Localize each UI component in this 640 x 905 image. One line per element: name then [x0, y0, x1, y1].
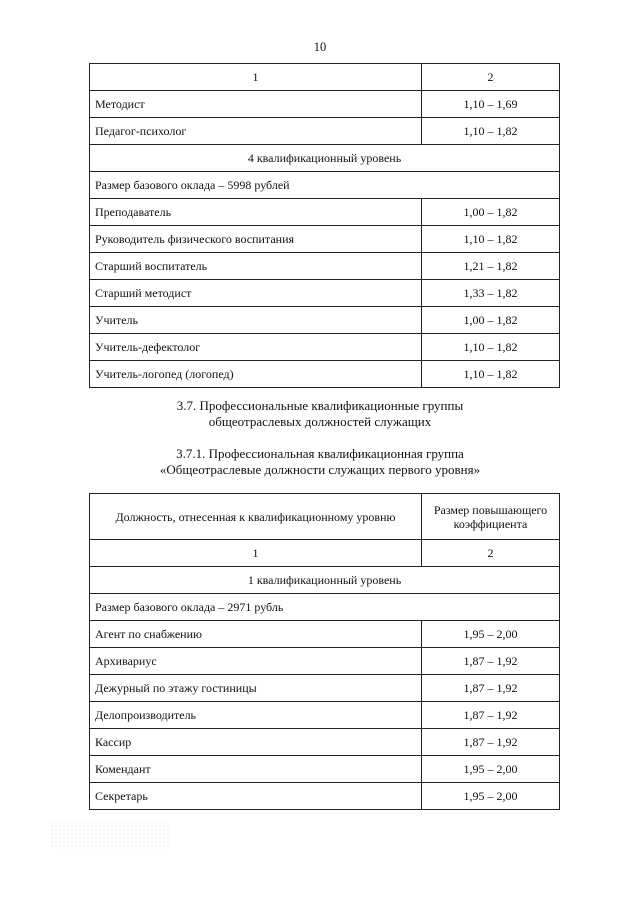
- coefficient-value: 1,10 – 1,69: [422, 91, 560, 118]
- page-number: 10: [313, 40, 327, 54]
- table-row: [90, 729, 560, 756]
- coefficient-value: 1,00 – 1,82: [422, 199, 560, 226]
- position-name: Учитель-дефектолог: [90, 334, 422, 361]
- qualification-level-row: [90, 145, 560, 172]
- table-row: [90, 756, 560, 783]
- table-row: [90, 675, 560, 702]
- table-row: [90, 648, 560, 675]
- table-row: [90, 334, 560, 361]
- table-row: [90, 91, 560, 118]
- position-name: Преподаватель: [90, 199, 422, 226]
- column-number: 1: [90, 64, 422, 91]
- positions-table-2: [89, 493, 560, 810]
- base-salary: Размер базового оклада – 5998 рублей: [90, 172, 560, 199]
- coefficient-value: 1,87 – 1,92: [422, 729, 560, 756]
- table-row: [90, 702, 560, 729]
- qualification-level-row: [90, 567, 560, 594]
- table-column-headers: [90, 494, 560, 540]
- heading-line: общеотраслевых должностей служащих: [208, 414, 432, 429]
- position-name: Учитель: [90, 307, 422, 334]
- coefficient-value: 1,21 – 1,82: [422, 253, 560, 280]
- table-row: [90, 280, 560, 307]
- base-salary: Размер базового оклада – 2971 рубль: [90, 594, 560, 621]
- qualification-level: 1 квалификационный уровень: [90, 567, 560, 594]
- coefficient-value: 1,95 – 2,00: [422, 621, 560, 648]
- table-number-header: [90, 540, 560, 567]
- column-header-coefficient: Размер повышающего коэффициента: [422, 494, 560, 540]
- section-heading-3-7: [0, 398, 640, 430]
- position-name: Архивариус: [90, 648, 422, 675]
- position-name: Секретарь: [90, 783, 422, 810]
- column-header-position: Должность, отнесенная к квалификационному уровню: [90, 494, 422, 540]
- position-name: Старший методист: [90, 280, 422, 307]
- table-row: [90, 118, 560, 145]
- position-name: Педагог-психолог: [90, 118, 422, 145]
- coefficient-value: 1,10 – 1,82: [422, 226, 560, 253]
- position-name: Кассир: [90, 729, 422, 756]
- position-name: Старший воспитатель: [90, 253, 422, 280]
- position-name: Дежурный по этажу гостиницы: [90, 675, 422, 702]
- coefficient-value: 1,10 – 1,82: [422, 118, 560, 145]
- coefficient-value: 1,10 – 1,82: [422, 361, 560, 388]
- column-number: 2: [422, 64, 560, 91]
- table-row: [90, 621, 560, 648]
- heading-line: «Общеотраслевые должности служащих первого уровня»: [159, 462, 481, 477]
- position-name: Учитель-логопед (логопед): [90, 361, 422, 388]
- position-name: Делопроизводитель: [90, 702, 422, 729]
- table-row: [90, 783, 560, 810]
- coefficient-value: 1,00 – 1,82: [422, 307, 560, 334]
- coefficient-value: 1,87 – 1,92: [422, 648, 560, 675]
- coefficient-value: 1,95 – 2,00: [422, 783, 560, 810]
- positions-table-1: [89, 63, 560, 388]
- coefficient-value: 1,33 – 1,82: [422, 280, 560, 307]
- heading-line: 3.7. Профессиональные квалификационные группы: [176, 398, 464, 413]
- coefficient-value: 1,95 – 2,00: [422, 756, 560, 783]
- heading-line: 3.7.1. Профессиональная квалификационная группа: [176, 446, 464, 461]
- position-name: Агент по снабжению: [90, 621, 422, 648]
- base-salary-row: [90, 594, 560, 621]
- table-row: [90, 253, 560, 280]
- coefficient-value: 1,10 – 1,82: [422, 334, 560, 361]
- table-number-header: [90, 64, 560, 91]
- position-name: Руководитель физического воспитания: [90, 226, 422, 253]
- qualification-level: 4 квалификационный уровень: [90, 145, 560, 172]
- column-number: 2: [422, 540, 560, 567]
- coefficient-value: 1,87 – 1,92: [422, 702, 560, 729]
- faint-stamp-mark: [50, 820, 170, 850]
- table-row: [90, 307, 560, 334]
- coefficient-value: 1,87 – 1,92: [422, 675, 560, 702]
- position-name: Методист: [90, 91, 422, 118]
- table-row: [90, 199, 560, 226]
- table-row: [90, 361, 560, 388]
- section-heading-3-7-1: [0, 446, 640, 478]
- table-row: [90, 226, 560, 253]
- base-salary-row: [90, 172, 560, 199]
- position-name: Комендант: [90, 756, 422, 783]
- column-number: 1: [90, 540, 422, 567]
